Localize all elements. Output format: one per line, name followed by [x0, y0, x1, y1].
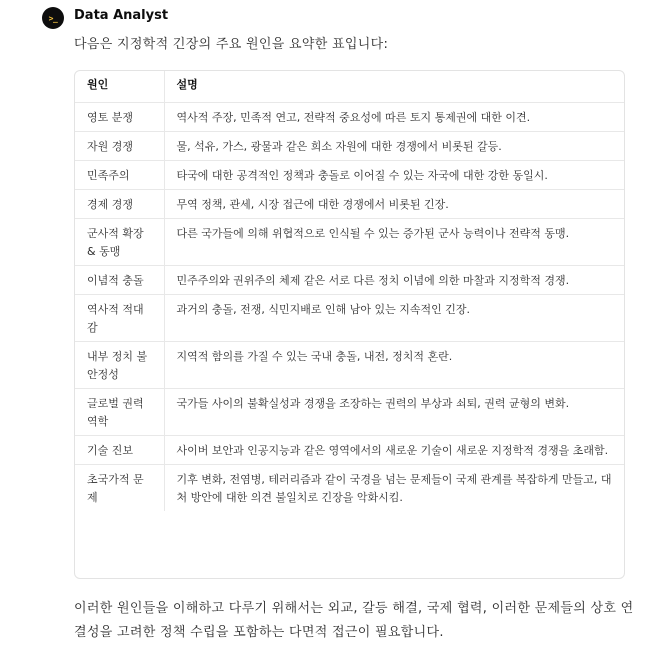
terminal-icon: >_ [42, 7, 64, 29]
description-cell: 기후 변화, 전염병, 테러리즘과 같이 국경을 넘는 문제들이 국제 관계를 복잡하게 만들고, 대처 방안에 대한 의견 불일치로 긴장을 악화시킴. [176, 473, 612, 504]
cause-cell: 기술 진보 [75, 436, 164, 465]
description-cell: 타국에 대한 공격적인 정책과 충돌로 이어질 수 있는 자국에 대한 강한 동일시. [164, 161, 624, 190]
summary-table [74, 70, 625, 579]
table-row [75, 342, 624, 389]
description-cell: 민주주의와 권위주의 체제 같은 서로 다른 정치 이념에 의한 마찰과 지정학적 경쟁. [164, 266, 624, 295]
table-row [75, 436, 624, 465]
intro-text: 다음은 지정학적 긴장의 주요 원인을 요약한 표입니다: [74, 37, 389, 52]
cause-cell: 글로벌 권력 역학 [75, 389, 164, 436]
table-row [75, 190, 624, 219]
cause-cell: 자원 경쟁 [75, 132, 164, 161]
description-cell: 다른 국가들에 의해 위협적으로 인식될 수 있는 증가된 군사 능력이나 전략적 동맹. [164, 219, 624, 266]
description-cell: 무역 정책, 관세, 시장 접근에 대한 경쟁에서 비롯된 긴장. [164, 190, 624, 219]
description-cell: 사이버 보안과 인공지능과 같은 영역에서의 새로운 기술이 새로운 지정학적 경쟁을 초래함. [164, 436, 624, 465]
table-row [75, 465, 624, 512]
description-cell: 국가들 사이의 불확실성과 경쟁을 조장하는 권력의 부상과 쇠퇴, 권력 균형의 변화. [164, 389, 624, 436]
table-row [75, 103, 624, 132]
table-row [75, 219, 624, 266]
cause-cell: 역사적 적대감 [75, 295, 164, 342]
table-row [75, 295, 624, 342]
table-row [75, 266, 624, 295]
cause-cell: 경제 경쟁 [75, 190, 164, 219]
table-row [75, 389, 624, 436]
cause-cell: 내부 정치 불안정성 [75, 342, 164, 389]
table-row [75, 161, 624, 190]
cause-cell: 초국가적 문제 [75, 465, 164, 512]
author-name: Data Analyst [74, 8, 169, 23]
cause-cell: 군사적 확장 & 동맹 [75, 219, 164, 266]
cause-cell: 이념적 충돌 [75, 266, 164, 295]
table-row [75, 132, 624, 161]
cause-cell: 영토 분쟁 [75, 103, 164, 132]
description-cell: 역사적 주장, 민족적 연고, 전략적 중요성에 따른 토지 통제권에 대한 이견. [164, 103, 624, 132]
table-header-row [75, 71, 624, 103]
column-header-description: 설명 [164, 71, 624, 103]
description-cell: 과거의 충돌, 전쟁, 식민지배로 인해 남아 있는 지속적인 긴장. [164, 295, 624, 342]
cause-cell: 민족주의 [75, 161, 164, 190]
outro-text: 이러한 원인들을 이해하고 다루기 위해서는 외교, 갈등 해결, 국제 협력, 이러한 문제들의 상호 연결성을 고려한 정책 수립을 포함하는 다면적 접근이 필요합니다. [74, 601, 634, 640]
description-cell: 물, 석유, 가스, 광물과 같은 희소 자원에 대한 경쟁에서 비롯된 갈등. [164, 132, 624, 161]
column-header-cause: 원인 [75, 71, 164, 103]
description-cell: 지역적 함의를 가질 수 있는 국내 충돌, 내전, 정치적 혼란. [164, 342, 624, 389]
